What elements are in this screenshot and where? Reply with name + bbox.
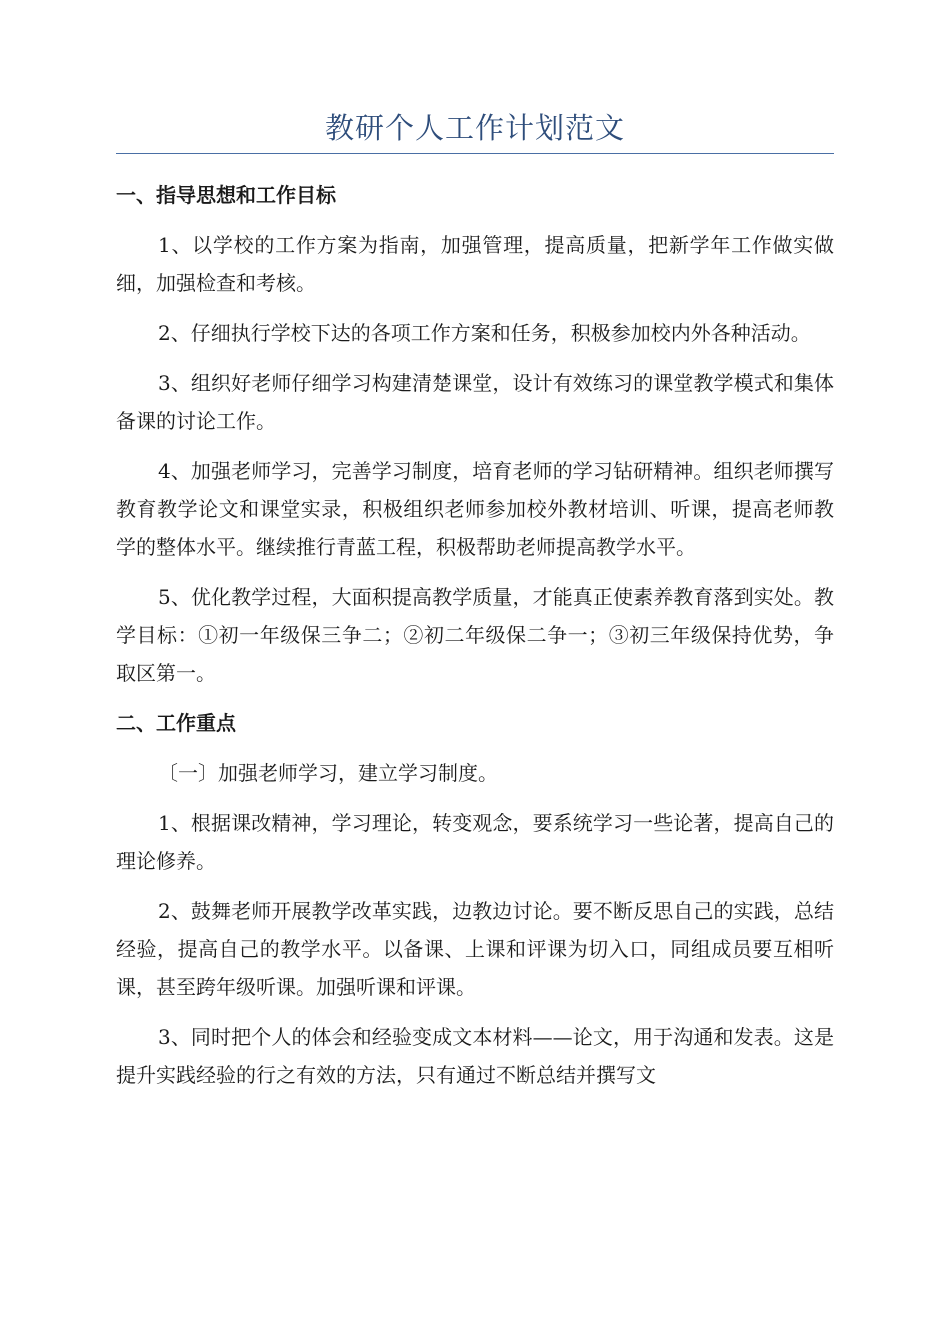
document-body: [116, 176, 834, 1106]
paragraph: 2、仔细执行学校下达的各项工作方案和任务，积极参加校内外各种活动。: [158, 321, 811, 345]
paragraph: 1、根据课改精神，学习理论，转变观念，要系统学习一些论著，提高自己的理论修养。: [116, 811, 834, 873]
document-title: 教研个人工作计划范文: [324, 111, 625, 145]
section-heading-guiding-ideas: 一、指导思想和工作目标: [116, 183, 336, 207]
section-heading-work-focus: 二、工作重点: [116, 711, 236, 735]
paragraph: 〔一〕加强老师学习，建立学习制度。: [158, 761, 498, 785]
paragraph: 3、组织好老师仔细学习构建清楚课堂，设计有效练习的课堂教学模式和集体备课的讨论工作。: [116, 371, 834, 433]
paragraph: 5、优化教学过程，大面积提高教学质量，才能真正使素养教育落到实处。教学目标：①初一年级保三争二；②初二年级保二争一；③初三年级保持优势，争取区第一。: [116, 585, 834, 685]
title-underline: [116, 153, 834, 154]
paragraph: 3、同时把个人的体会和经验变成文本材料——论文，用于沟通和发表。这是提升实践经验的行之有效的方法，只有通过不断总结并撰写文: [116, 1025, 834, 1087]
paragraph: 1、以学校的工作方案为指南，加强管理，提高质量，把新学年工作做实做细，加强检查和考核。: [116, 233, 834, 295]
paragraph: 2、鼓舞老师开展教学改革实践，边教边讨论。要不断反思自己的实践，总结经验，提高自己的教学水平。以备课、上课和评课为切入口，同组成员要互相听课，甚至跨年级听课。加强听课和评课。: [116, 899, 834, 999]
paragraph: 4、加强老师学习，完善学习制度，培育老师的学习钻研精神。组织老师撰写教育教学论文和课堂实录，积极组织老师参加校外教材培训、听课，提高老师教学的整体水平。继续推行青蓝工程，积极帮助老师提高教学水平。: [116, 459, 834, 559]
